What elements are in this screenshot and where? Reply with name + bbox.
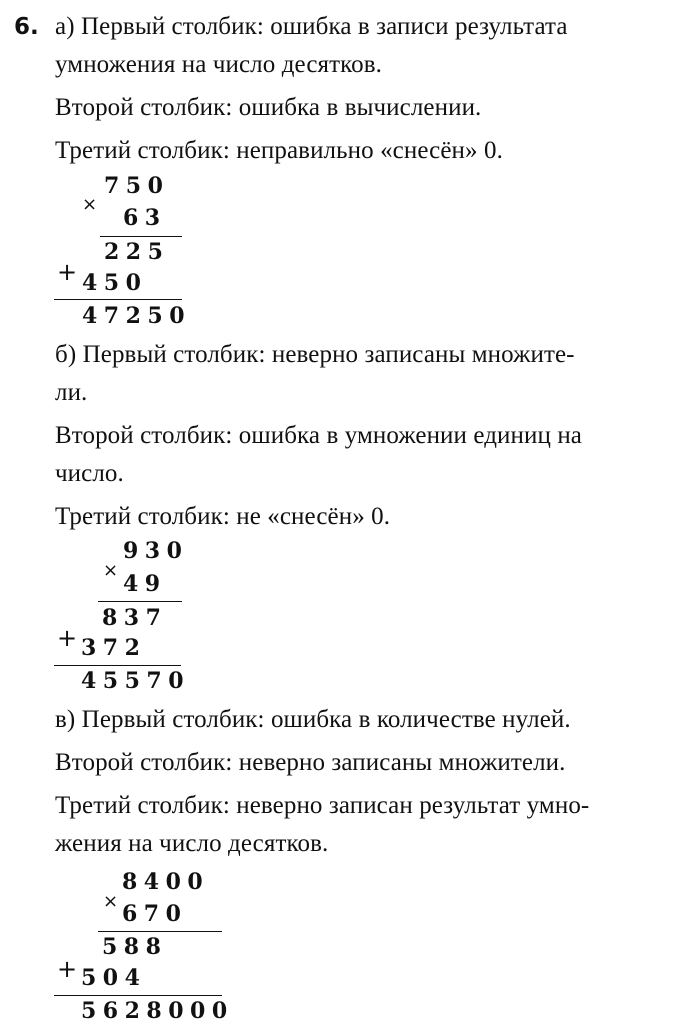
part-b-line-4: число. [55,460,124,487]
part-c-line-2: Второй столбик: неверно записаны множители. [55,749,566,776]
part-a-line-4: Третий столбик: неправильно «снесён» 0. [55,137,503,164]
part-a-line-3: Второй столбик: ошибка в вычислении. [55,94,482,121]
divider-line [54,665,181,666]
part-b-line-2: ли. [55,379,88,406]
multiplicand: 750 [104,173,170,199]
part-b-line-1: б) Первый столбик: неверно записаны множите- [55,341,575,368]
product-result: 47250 [82,303,192,329]
multiplier: 49 [123,571,167,597]
partial-product-1: 588 [102,934,168,960]
part-c-line-1: в) Первый столбик: ошибка в количестве нулей. [55,706,571,733]
partial-product-2: 450 [82,270,148,296]
divider-line [54,995,222,996]
product-result: 45570 [81,668,191,694]
part-b-line-3: Второй столбик: ошибка в умножении единиц на [55,422,582,449]
part-c-line-3: Третий столбик: неверно записан результат умно- [55,792,590,819]
multiply-sign-icon: × [103,560,119,581]
partial-product-1: 837 [102,605,168,631]
plus-sign-icon: + [57,955,78,983]
part-b-line-5: Третий столбик: не «снесён» 0. [55,503,391,530]
divider-line [98,601,182,602]
multiply-sign-icon: × [82,194,98,215]
product-result: 5628000 [81,998,234,1024]
part-a-line-1: а) Первый столбик: ошибка в записи результата [55,13,568,40]
divider-line [98,931,222,932]
part-c-line-4: жения на число десятков. [55,830,329,857]
partial-product-2: 504 [81,965,147,991]
plus-sign-icon: + [57,258,78,286]
divider-line [100,236,182,237]
multiplier: 670 [122,901,188,927]
partial-product-1: 225 [104,239,170,265]
plus-sign-icon: + [57,624,78,652]
multiplier: 63 [123,205,167,231]
multiplicand: 930 [123,538,189,564]
partial-product-2: 372 [81,635,147,661]
part-a-line-2: умножения на число десятков. [55,51,382,78]
multiply-sign-icon: × [103,891,119,912]
divider-line [54,299,182,300]
multiplicand: 8400 [122,869,210,895]
task-number: 6. [14,14,39,40]
